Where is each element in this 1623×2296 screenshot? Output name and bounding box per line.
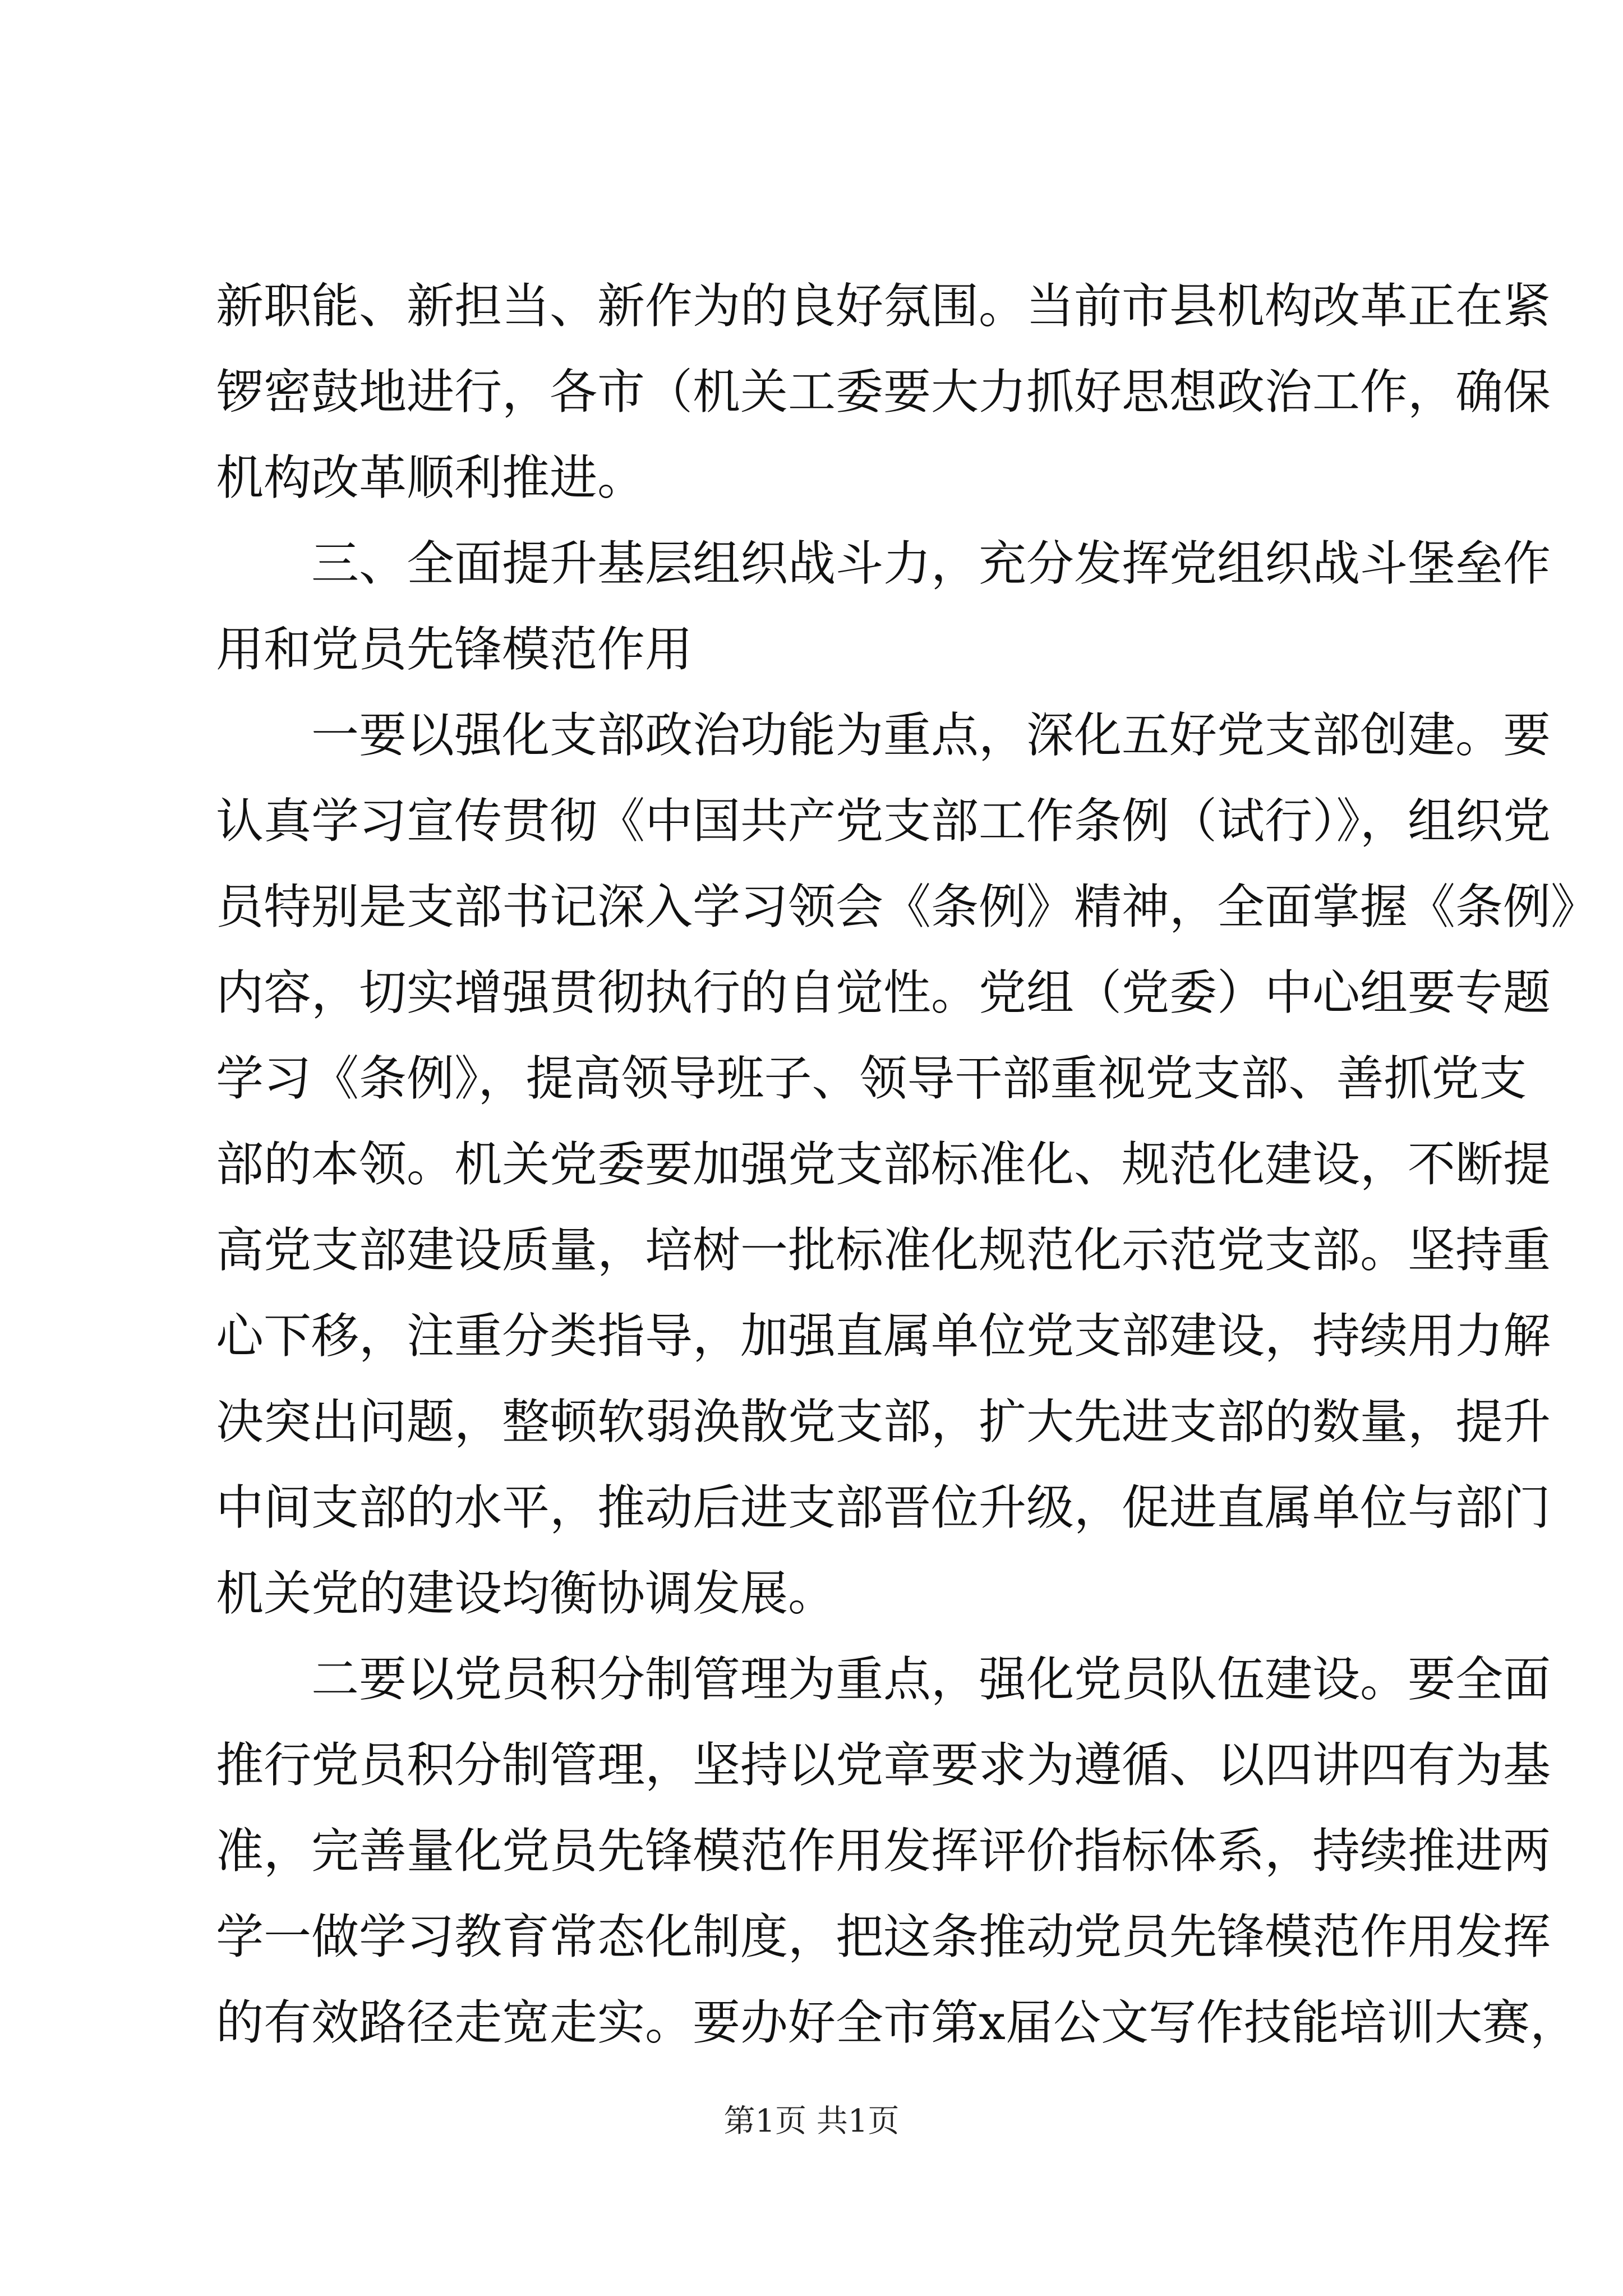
text-line: 高党支部建设质量，培树一批标准化规范化示范党支部。坚持重 [216,1223,1551,1278]
text-line: 二要以党员积分制管理为重点，强化党员队伍建设。要全面 [311,1652,1551,1708]
text-line: 推行党员积分制管理，坚持以党章要求为遵循、以四讲四有为基 [216,1738,1551,1793]
paragraph [216,693,1599,1637]
text-line: 员特别是支部书记深入学习领会《条例》精神，全面掌握《条例》 [216,880,1599,935]
text-line: 认真学习宣传贯彻《中国共产党支部工作条例（试行）》，组织党 [216,794,1551,849]
text-line: 部的本领。机关党委要加强党支部标准化、规范化建设，不断提 [216,1137,1551,1193]
text-line: 用和党员先锋模范作用 [216,622,693,678]
paragraph [216,521,1551,693]
page-number-footer: 第1页 共1页 [723,2103,900,2139]
text-line: 学一做学习教育常态化制度，把这条推动党员先锋模范作用发挥 [216,1910,1551,1965]
document-body [216,264,1599,2066]
text-line: 机关党的建设均衡协调发展。 [216,1566,836,1622]
text-line: 一要以强化支部政治功能为重点，深化五好党支部创建。要 [311,708,1551,763]
text-line: 决突出问题，整顿软弱涣散党支部，扩大先进支部的数量，提升 [216,1395,1551,1450]
paragraph [216,264,1551,521]
text-line: 学习《条例》，提高领导班子、领导干部重视党支部、善抓党支 [216,1051,1527,1107]
text-line: 的有效路径走宽走实。要办好全市第x届公文写作技能培训大赛， [216,1995,1578,2051]
text-line: 锣密鼓地进行，各市（机关工委要大力抓好思想政治工作，确保 [216,365,1551,420]
text-line: 新职能、新担当、新作为的良好氛围。当前市县机构改革正在紧 [216,279,1551,334]
text-line: 心下移，注重分类指导，加强直属单位党支部建设，持续用力解 [216,1309,1551,1364]
text-line: 内容，切实增强贯彻执行的自觉性。党组（党委）中心组要专题 [216,965,1551,1021]
text-line: 三、全面提升基层组织战斗力，充分发挥党组织战斗堡垒作 [311,536,1551,592]
text-line: 准，完善量化党员先锋模范作用发挥评价指标体系，持续推进两 [216,1824,1551,1879]
text-line: 机构改革顺利推进。 [216,450,645,506]
paragraph [216,1637,1578,2066]
text-line: 中间支部的水平，推动后进支部晋位升级，促进直属单位与部门 [216,1480,1551,1536]
